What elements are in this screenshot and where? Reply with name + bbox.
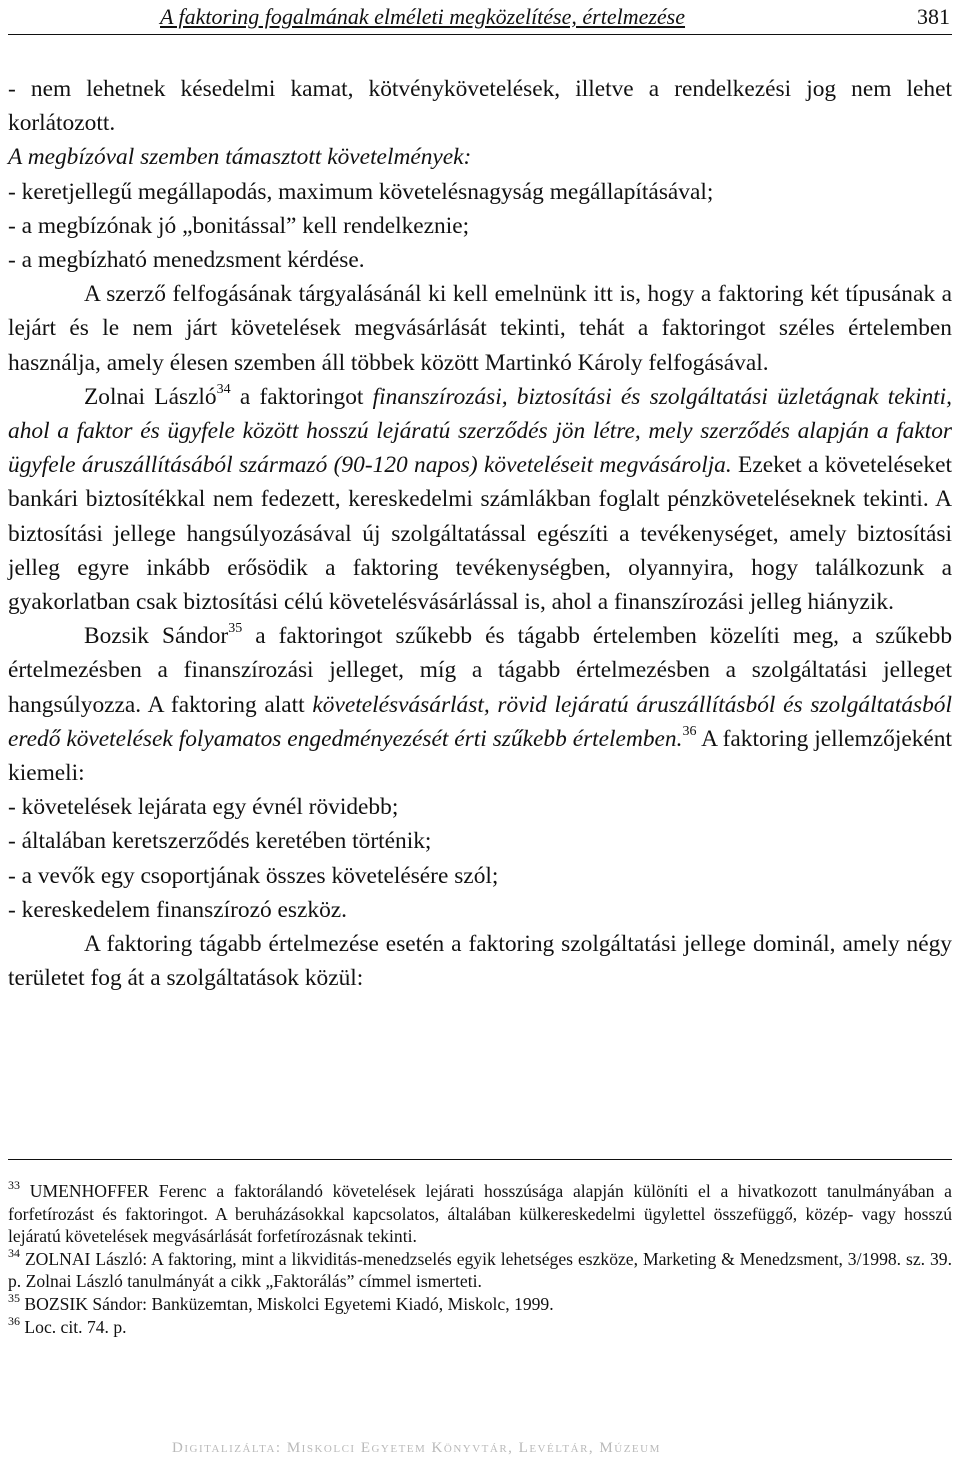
paragraph-italic: követelésvásárlást, rövid lejáratú áruszállításból és szolgáltatásból eredő követelések folyamatos engedményezését érti szűkebb értelemben.	[8, 691, 953, 752]
footnote-ref: 36	[682, 723, 697, 739]
header-rule	[8, 34, 952, 35]
paragraph-text: Ezeket a követeléseket bankári biztosítékkal nem fedezett, kereskedelmi számlákban foglalt pénzköveteléseknek tekinti. A biztosítási jellege hangsúlyozásával új szolgáltatással egészíti a tevékenységet, amely biztosítási jelleg egyre inkább erősödik a faktoring tevékenységben, olyannyira, hogy találkozunk a gyakorlatban csak biztosítási célú követelésvásárlással is, ahol a finanszírozási jelleg hiányzik.	[8, 452, 952, 616]
list-item: - követelések lejárata egy évnél rövidebb;	[8, 794, 399, 821]
paragraph-text: a faktoringot	[230, 383, 373, 410]
footnote-rule	[8, 1159, 952, 1160]
footnote-ref: 34	[216, 381, 231, 397]
paragraph-italic: finanszírozási, biztosítási és szolgáltatási üzletágnak tekinti, ahol a faktor és ügyfele között hosszú lejáratú szerződés jön létre, mely szerződés alapján a faktor ügyfele áruszállításából származó (90-120 napos) követeléseit megvásárolja.	[8, 383, 952, 479]
running-title: A faktoring fogalmának elméleti megközelítése, értelmezése	[160, 4, 686, 29]
paragraph-text: a faktoringot szűkebb és tágabb értelemben közelíti meg, a szűkebb értelmezésben a finanszírozási jelleget, míg a tágabb értelmezésben a szolgáltatási jelleget hangsúlyozza. A faktoring alatt	[8, 623, 953, 718]
list-item: - kereskedelem finanszírozó eszköz.	[8, 896, 348, 923]
running-header	[0, 0, 960, 34]
digitization-watermark: Digitalizálta: Miskolci Egyetem Könyvtár, Levéltár, Múzeum	[172, 1440, 661, 1456]
list-item: - általában keretszerződés keretében történik;	[8, 828, 432, 855]
footnote	[8, 1290, 952, 1316]
paragraph: A faktoring tágabb értelmezése esetén a faktoring szolgáltatási jellege dominál, amely négy területet fog át a szolgáltatások közül:	[8, 931, 952, 992]
footnote-text: Loc. cit. 74. p.	[24, 1316, 127, 1337]
list-item: - a vevők egy csoportjának összes követelésére szól;	[8, 862, 499, 889]
footnote	[8, 1313, 952, 1339]
list-item: - keretjellegű megállapodás, maximum követelésnagyság megállapításával;	[8, 178, 714, 205]
paragraph	[8, 380, 952, 619]
list-item: - a megbízónak jó „bonitással” kell rendelkeznie;	[8, 212, 470, 239]
footnote-text: BOZSIK Sándor: Banküzemtan, Miskolci Egyetemi Kiadó, Miskolc, 1999.	[24, 1293, 554, 1314]
paragraph-list-end: - nem lehetnek késedelmi kamat, kötvénykövetelések, illetve a rendelkezési jog nem lehet korlátozott.	[8, 76, 952, 137]
list-item: - a megbízható menedzsment kérdése.	[8, 247, 365, 274]
footnotes	[8, 1180, 952, 1338]
footnote-number: 35	[8, 1290, 20, 1305]
paragraph-text: A faktoring jellemzőjeként kiemeli:	[8, 725, 952, 787]
footnote-number: 36	[8, 1313, 20, 1328]
body-text	[8, 72, 952, 995]
footnote-number: 34	[8, 1245, 20, 1260]
footnote	[8, 1180, 952, 1248]
paragraph-heading: A megbízóval szemben támasztott követelmények:	[8, 144, 472, 171]
paragraph-text: Bozsik Sándor	[84, 623, 229, 650]
footnote-text: UMENHOFFER Ferenc a faktorálandó követelések lejárati hosszúsága alapján különíti el a hivatkozott tanulmányában a forfetírozást és faktoringot. A beruházásokkal kapcsolatos, általában külkereskedelmi ügylettel összefüggő, közép- vagy hosszú lejáratú követelések megvásárlását forfetírozásnak tekinti.	[8, 1181, 952, 1247]
page-number: 381	[917, 4, 950, 29]
footnote	[8, 1245, 952, 1293]
paragraph-text: Zolnai László	[84, 383, 217, 410]
footnote-text: ZOLNAI László: A faktoring, mint a likviditás-menedzselés egyik lehetséges eszköze, Marketing & Menedzsment, 3/1998. sz. 39. p. Zolnai László tanulmányát a cikk „Faktorálás” címmel ismerteti.	[8, 1248, 952, 1292]
paragraph: A szerző felfogásának tárgyalásánál ki kell emelnünk itt is, hogy a faktoring két típusának a lejárt és le nem járt követelések megvásárlását tekinti, tehát a faktoringot széles értelemben használja, amely élesen szemben áll többek között Martinkó Károly felfogásával.	[8, 281, 952, 376]
footnote-ref: 35	[228, 621, 243, 637]
footnote-number: 33	[8, 1178, 20, 1192]
paragraph	[8, 619, 952, 790]
